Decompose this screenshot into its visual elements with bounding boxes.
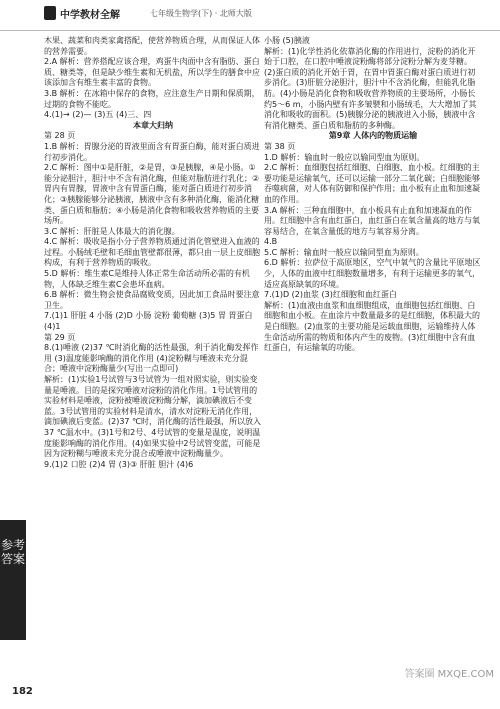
answer-line: 3.B 解析：在冰箱中保存的食物，应注意生产日期和保质期，过期的食物不能吃。 — [44, 88, 260, 109]
page-ref: 第 38 页 — [264, 141, 296, 151]
answer-line: 3.C 解析：肝脏是人体最大的消化腺。 — [44, 226, 180, 236]
chapter-heading: 第9章 人体内的物质运输 — [328, 131, 418, 141]
left-column — [44, 36, 262, 470]
answer-line: 4.(1)→ (2)— (3)五 (4)三、四 — [44, 110, 152, 120]
answer-line: 7.(1)1 肝脏 4 小肠 (2)D 小肠 淀粉 葡萄糖 (3)5 胃 胃蛋白 (4)1 — [44, 311, 253, 332]
answer-line: 3.A 解析：三种血细胞中，血小板具有止血和加速凝血的作用。红细胞中含有血红蛋白，血红蛋白在氧含量高的地方与氧容易结合，在氧含量低的地方与氧容易分离。 — [264, 205, 480, 236]
answer-line: 8.(1)唾液 (2)37 ℃时消化酶的活性最强，利于消化酶发挥作用 (3)温度能影响酶的消化作用 (4)淀粉糊与唾液未充分混合；唾液中淀粉酶量少(写出一点即可) — [44, 343, 259, 374]
page-ref: 第 29 页 — [44, 332, 76, 342]
answer-line: 解析：(1)血液由血浆和血细胞组成，血细胞包括红细胞、白细胞和血小板。在血涂片中数量最多的是红细胞，体积最大的是白细胞。(2)血浆的主要功能是运载血细胞，运输维持人体生命活动所需的物质和体内产生的废物。(3)红细胞中含有血红蛋白，有运输氧的功能。 — [264, 300, 480, 353]
brand-title: 中学教材全解 — [60, 10, 120, 21]
answer-line: 2.C 解析：图中①是肝脏，②是胃，③是胰腺，④是小肠。①能分泌胆汁，胆汁中不含有消化酶，但能对脂肪进行乳化；②胃内有胃腺，胃液中含有胃蛋白酶，能对蛋白质进行初步消化；③胰腺能够分泌胰液，胰液中含有多种消化酶，能消化糖类、蛋白质和脂肪；④小肠是消化食物和吸收营养物质的主要场所。 — [44, 163, 260, 226]
answer-line: 解析：(1)化学性消化依靠消化酶的作用进行，淀粉的消化开始于口腔，在口腔中唾液淀粉酶将部分淀粉分解为麦芽糖。(2)蛋白质的消化开始于胃，在胃中胃蛋白酶对蛋白质进行初步消化。(3)肝脏分泌胆汁，胆汁中不含消化酶，但能乳化脂肪。(4)小肠是消化食物和吸收营养物质的主要场所，小肠长约5～6 m，小肠内壁有许多皱襞和小肠绒毛，大大增加了其消化和吸收的面积。(5)胰腺分泌的胰液进入小肠，胰液中含有消化糖类、蛋白质和脂肪的多种酶。 — [264, 46, 477, 130]
answer-line: 5.D 解析：维生素C是维持人体正常生命活动所必需的有机物，人体缺乏维生素C会患坏血病。 — [44, 269, 250, 289]
right-column — [264, 36, 482, 354]
answer-line: 9.(1)2 口腔 (2)4 胃 (3)③ 肝脏 胆汁 (4)6 — [44, 459, 194, 469]
answer-line: 6.D 解析：拉萨位于高原地区，空气中氧气的含量比平原地区少，人体的血液中红细胞数量增多，有利于运输更多的氧气，适应高原缺氧的环境。 — [264, 258, 481, 289]
answer-line: 解析：(1)实验1号试管与3号试管为一组对照实验，则实验变量是唾液。目的是探究唾液对淀粉的消化作用。1号试管用的实验材料是唾液，淀粉被唾液淀粉酶分解，滴加碘液后不变蓝。3号试管用的实验材料是清水，清水对淀粉无消化作用，滴加碘液后变蓝。(2)37 ℃时，消化酶的活性最强，所以放入37 ℃温水中。(3)1号和2号、4号试管的变量是温度，说明温度能影响酶的消化作用。(4)如果实验中2号试管变蓝，可能是因为淀粉糊与唾液未充分混合或唾液中淀粉酶量少。 — [44, 375, 262, 459]
page-ref: 第 28 页 — [44, 131, 76, 141]
answer-line: 木果、蔬菜和肉类家禽搭配，使营养物质合理，从而保证人体的营养需要。 — [44, 36, 260, 56]
answer-line: 6.B 解析：微生物会使食品腐败变质，因此加工食品时要注意卫生。 — [44, 290, 260, 310]
answer-line: 2.C 解析：血细胞包括红细胞、白细胞、血小板。红细胞的主要功能是运输氧气，还可以运输一部分二氧化碳；白细胞能够吞噬病菌，对人体有防御和保护作用；血小板有止血和加速凝血的作用。 — [264, 163, 480, 204]
book-subtitle: 七年级生物学(下) · 北师大版 — [150, 9, 252, 18]
book-logo-icon — [44, 6, 56, 20]
page-number: 182 — [12, 686, 33, 697]
page-header — [0, 0, 500, 31]
answer-line: 小肠 (5)胰液 — [264, 36, 310, 45]
side-tab-answers: 参考答案 — [0, 520, 26, 640]
answer-line: 5.C 解析：输血时一般应以输同型血为原则。 — [264, 247, 424, 257]
section-heading: 本章大归纳 — [133, 120, 173, 130]
answer-line: 4.B — [264, 237, 278, 247]
answer-line: 1.D 解析：输血时一般应以输同型血为原则。 — [264, 152, 425, 162]
answer-line: 1.B 解析：胃腺分泌的胃液里面含有胃蛋白酶，能对蛋白质进行初步消化。 — [44, 141, 260, 162]
answer-line: 2.A 解析：营养搭配应该合理，鸡蛋牛肉面中含有脂肪、蛋白质、糖类等，但是缺少维生素和无机盐，所以学生的膳食中应该添加含有维生素丰富的食物。 — [44, 57, 260, 88]
answer-line: 4.C 解析：吸收是指小分子营养物质通过消化管壁进入血液的过程。小肠绒毛壁和毛细血管壁都很薄，都只由一层上皮细胞构成，有利于营养物质的吸收。 — [44, 237, 260, 268]
answer-line: 7.(1)D (2)血浆 (3)红细胞和血红蛋白 — [264, 290, 397, 300]
watermark-logo: 答案圈 MXQE.COM — [404, 669, 494, 680]
